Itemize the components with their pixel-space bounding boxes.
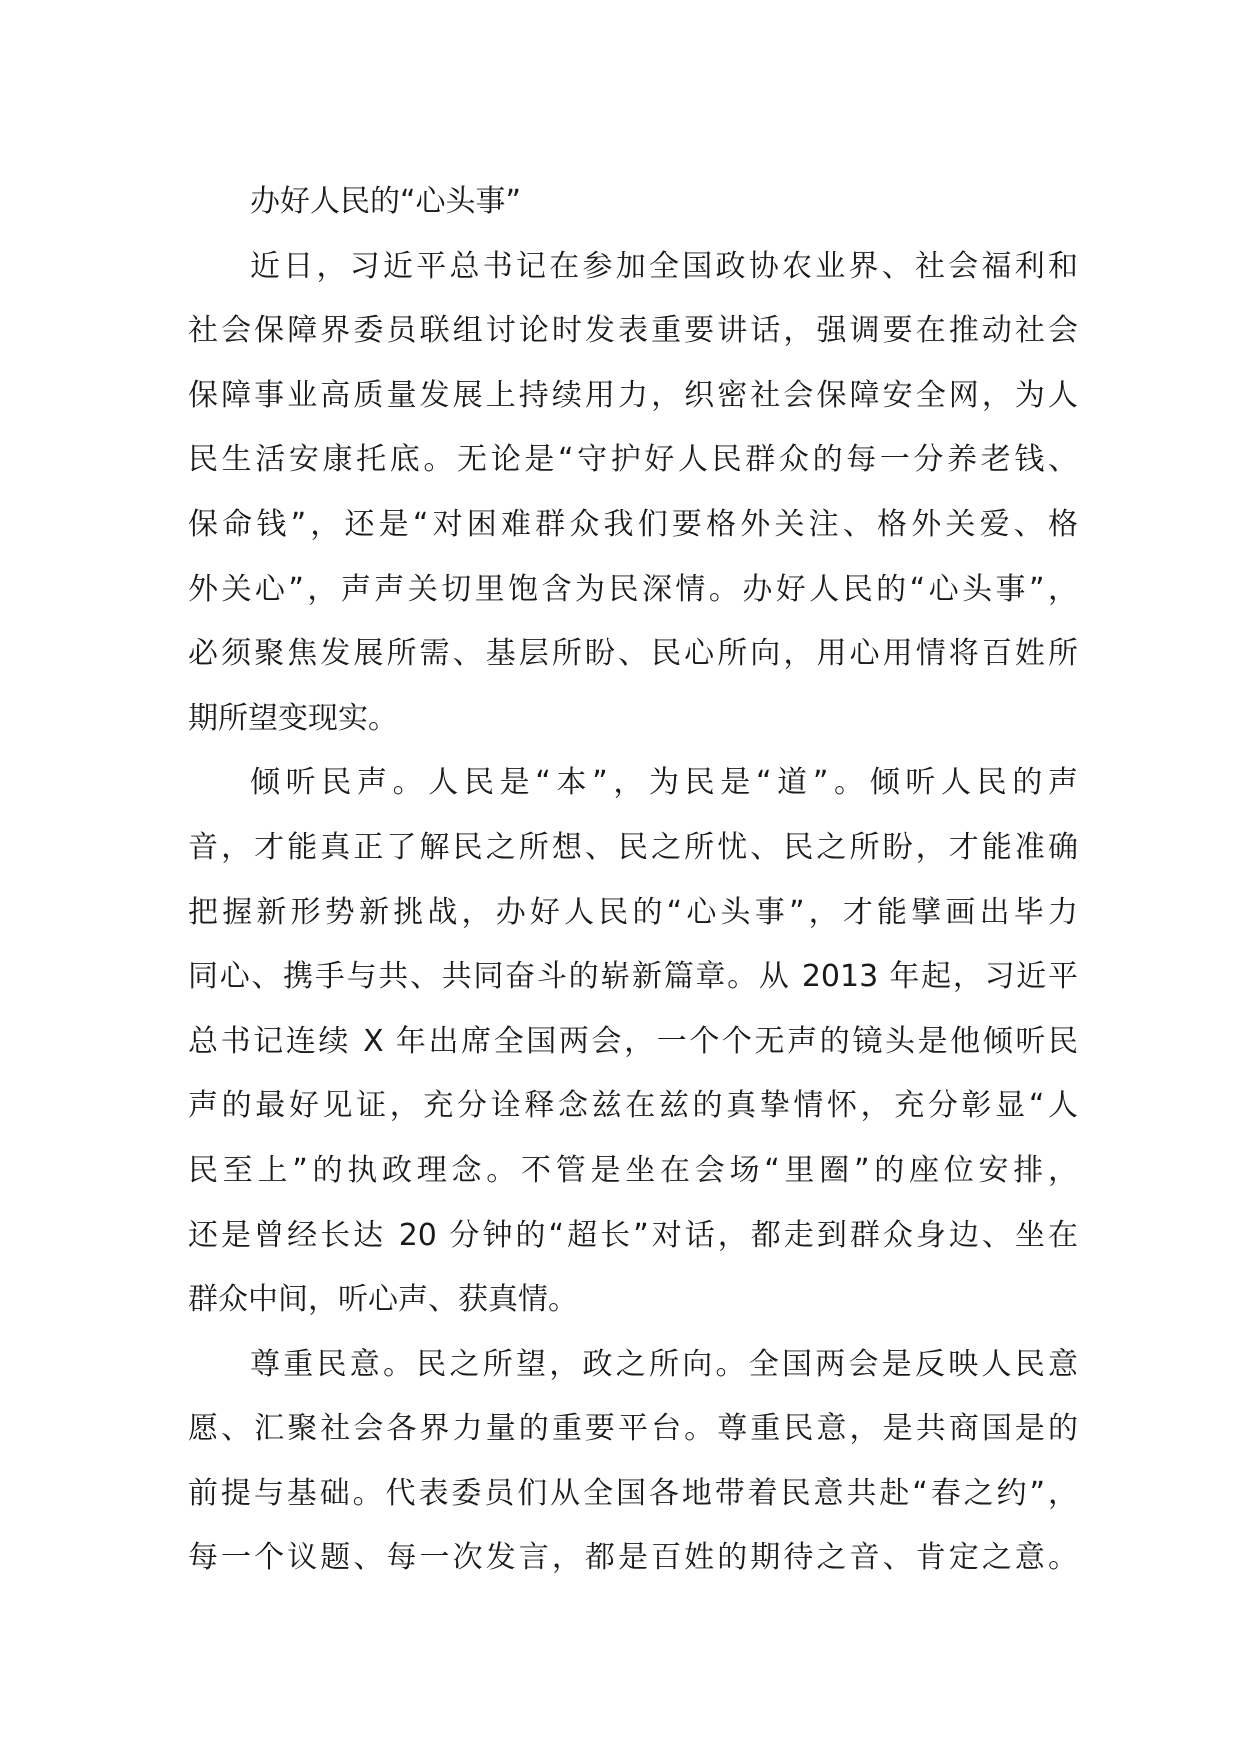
text-line: 民至上”的执政理念。不管是坐在会场“里圈”的座位安排， xyxy=(188,1152,1078,1188)
text-line: 愿、汇聚社会各界力量的重要平台。尊重民意，是共商国是的 xyxy=(188,1411,1078,1447)
text-line: 民生活安康托底。无论是“守护好人民群众的每一分养老钱、 xyxy=(188,442,1078,478)
text-line: 保命钱”，还是“对困难群众我们要格外关注、格外关爱、格 xyxy=(188,506,1078,542)
paragraph-3 xyxy=(188,1333,1078,1591)
document-title: 办好人民的“心头事” xyxy=(250,184,522,219)
text-line: 总书记连续 X 年出席全国两会，一个个无声的镜头是他倾听民 xyxy=(188,1023,1078,1059)
text-line: 群众中间，听心声、获真情。 xyxy=(188,1282,578,1318)
text-line: 保障事业高质量发展上持续用力，织密社会保障安全网，为人 xyxy=(188,377,1078,413)
text-line: 把握新形势新挑战，办好人民的“心头事”，才能擘画出毕力 xyxy=(188,894,1078,930)
text-line: 尊重民意。民之所望，政之所向。全国两会是反映人民意 xyxy=(250,1346,1078,1382)
document-body xyxy=(188,170,1078,1591)
text-line: 还是曾经长达 20 分钟的“超长”对话，都走到群众身边、坐在 xyxy=(188,1217,1078,1253)
text-line: 期所望变现实。 xyxy=(188,700,398,736)
paragraph-1 xyxy=(188,235,1078,752)
text-line: 声的最好见证，充分诠释念兹在兹的真挚情怀，充分彰显“人 xyxy=(188,1088,1078,1124)
text-line: 前提与基础。代表委员们从全国各地带着民意共赴“春之约”， xyxy=(188,1475,1078,1511)
text-line: 每一个议题、每一次发言，都是百姓的期待之音、肯定之意。 xyxy=(188,1540,1078,1576)
text-line: 近日，习近平总书记在参加全国政协农业界、社会福利和 xyxy=(250,248,1078,284)
text-line: 倾听民声。人民是“本”，为民是“道”。倾听人民的声 xyxy=(250,765,1078,801)
text-line: 外关心”，声声关切里饱含为民深情。办好人民的“心头事”， xyxy=(188,571,1078,607)
text-line: 同心、携手与共、共同奋斗的崭新篇章。从 2013 年起，习近平 xyxy=(188,959,1078,995)
text-line: 音，才能真正了解民之所想、民之所忧、民之所盼，才能准确 xyxy=(188,829,1078,865)
paragraph-2 xyxy=(188,751,1078,1332)
text-line: 社会保障界委员联组讨论时发表重要讲话，强调要在推动社会 xyxy=(188,313,1078,349)
text-line: 必须聚焦发展所需、基层所盼、民心所向，用心用情将百姓所 xyxy=(188,636,1078,672)
